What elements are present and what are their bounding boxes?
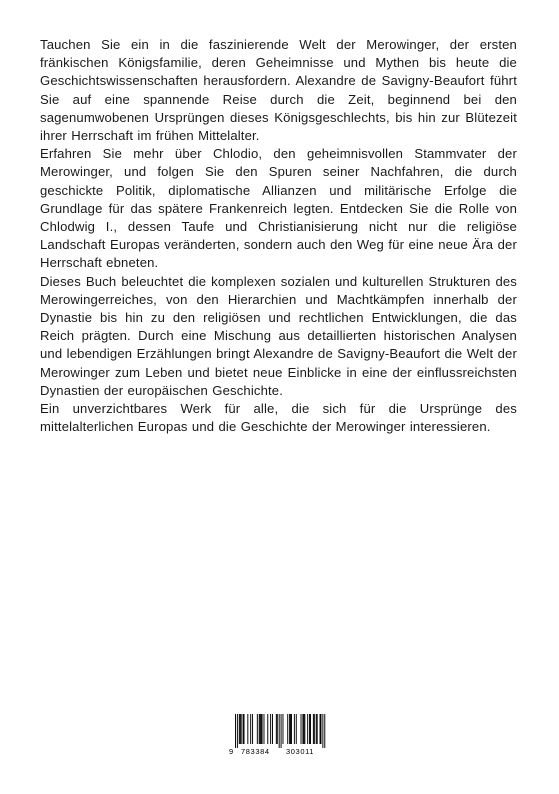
barcode-bar	[283, 714, 284, 744]
barcode-bar	[260, 714, 261, 744]
barcode-bar	[316, 714, 317, 744]
barcode-bar	[239, 714, 240, 744]
barcode-bar	[257, 714, 258, 744]
barcode-bar	[252, 714, 253, 744]
barcode-prefix-digit: 9	[229, 747, 234, 756]
barcode-bar	[310, 714, 311, 744]
barcode-bar	[241, 714, 242, 744]
barcode-bar	[237, 714, 238, 748]
barcode-bar	[240, 714, 241, 744]
barcode-bar	[320, 714, 321, 744]
barcode-bar	[261, 714, 262, 744]
barcode-bar	[289, 714, 290, 744]
barcode-bar	[287, 714, 288, 744]
barcode-bar	[290, 714, 291, 744]
barcode-bar	[277, 714, 278, 744]
barcode-bar	[322, 714, 323, 748]
barcode-bar	[302, 714, 303, 744]
barcode-bar	[247, 714, 248, 744]
barcode-bar	[267, 714, 268, 744]
barcode-bar	[313, 714, 314, 744]
barcode-bar	[235, 714, 236, 748]
barcode-bar	[304, 714, 305, 744]
barcode-bar	[276, 714, 277, 744]
barcode-bar	[279, 714, 280, 748]
blurb-text	[40, 36, 517, 436]
barcode-bar	[272, 714, 273, 744]
barcode-bar	[244, 714, 245, 744]
barcode-bars	[229, 714, 330, 750]
barcode-right-digits: 303011	[286, 747, 315, 756]
barcode-bar	[291, 714, 292, 744]
barcode-bar	[321, 714, 322, 744]
barcode-bar	[314, 714, 315, 744]
barcode-bar	[317, 714, 318, 744]
blurb-paragraph-1: Tauchen Sie ein in die faszinierende Welt der Merowinger, der ersten fränkischen Königsfamilie, deren Geheimnisse und Mythen bis heute die Geschichtswissenschaften herausfordern. Alexandre de Savigny-Beaufort führt Sie auf eine spannende Reise durch die Zeit, beginnend bei den sagenumwobenen Ursprüngen dieses Königsgeschlechts, bis hin zur Blütezeit ihrer Herrschaft im frühen Mittelalter.	[40, 37, 517, 144]
barcode-bar	[307, 714, 308, 744]
barcode-bar	[301, 714, 302, 744]
blurb-paragraph-2: Erfahren Sie mehr über Chlodio, den geheimnisvollen Stammvater der Merowinger, und folgen Sie den Spuren seiner Nachfahren, die durch geschickte Politik, diplomatische Allianzen und militärische Erfolge die Grundlage für das spätere Frankenreich legten. Entdecken Sie die Rolle von Chlodwig I., dessen Taufe und Christianisierung nicht nur die religiöse Landschaft Europas veränderten, sondern auch den Weg für eine neue Ära der Herrschaft ebneten.	[40, 146, 517, 271]
barcode-bar	[262, 714, 263, 744]
blurb-paragraph-3: Dieses Buch beleuchtet die komplexen sozialen und kulturellen Strukturen des Merowingerreiches, von den Hierarchien und Machtkämpfen innerhalb der Dynastie bis hin zu den religiösen und rechtlichen Entwicklungen, die das Reich prägten. Durch eine Mischung aus detaillierten historischen Analysen und lebendigen Erzählungen bringt Alexandre de Savigny-Beaufort die Welt der Merowinger zum Leben und bietet neue Einblicke in eine der einflussreichsten Dynastien der europäischen Geschichte.	[40, 273, 517, 398]
barcode-bar	[294, 714, 295, 744]
barcode-bar	[303, 714, 304, 744]
isbn-barcode	[229, 714, 330, 758]
barcode-bar	[264, 714, 265, 744]
barcode-bar	[296, 714, 297, 744]
barcode-bar	[324, 714, 325, 748]
barcode-bar	[281, 714, 282, 748]
barcode-bar	[243, 714, 244, 744]
barcode-bar	[270, 714, 271, 744]
barcode-bar	[259, 714, 260, 744]
barcode-left-digits: 783384	[241, 747, 270, 756]
blurb-paragraph-4: Ein unverzichtbares Werk für alle, die sich für die Ursprünge des mittelalterlichen Europas und die Geschichte der Merowinger interessieren.	[40, 401, 517, 435]
barcode-bar	[250, 714, 251, 744]
barcode-bar	[309, 714, 310, 744]
